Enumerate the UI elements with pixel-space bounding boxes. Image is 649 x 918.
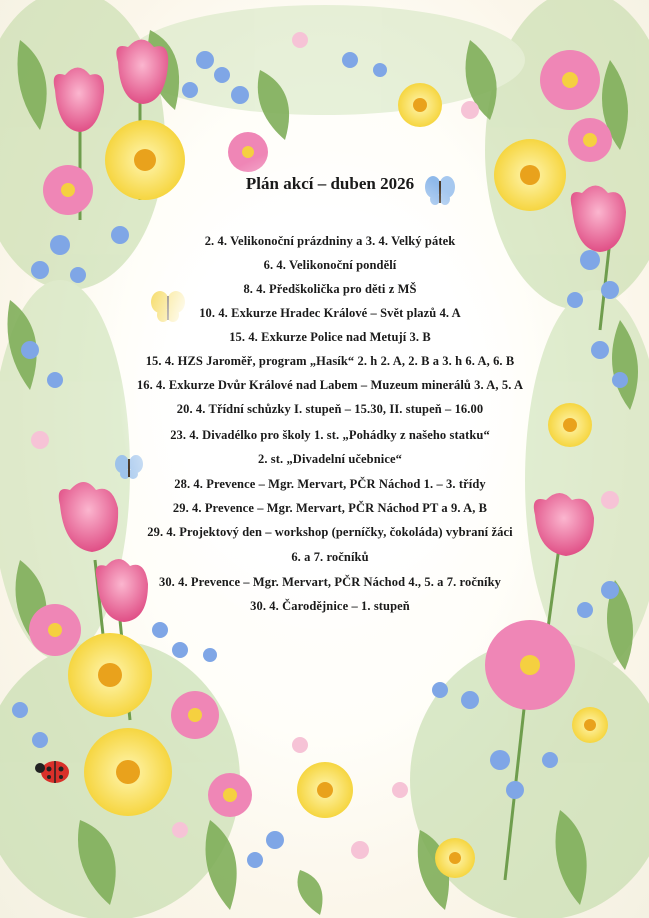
event-line: 29. 4. Projektový den – workshop (perníčky, čokoláda) vybraní žáci — [147, 525, 513, 539]
event-line: 8. 4. Předškolička pro děti z MŠ — [243, 282, 417, 296]
event-line: 10. 4. Exkurze Hradec Králové – Svět plazů 4. A — [199, 306, 461, 320]
event-line: 28. 4. Prevence – Mgr. Mervart, PČR Náchod 1. – 3. třídy — [174, 477, 486, 491]
page-title: Plán akcí – duben 2026 — [245, 174, 415, 193]
event-line: 30. 4. Prevence – Mgr. Mervart, PČR Náchod 4., 5. a 7. ročníky — [158, 575, 502, 589]
event-line: 15. 4. HZS Jaroměř, program „Hasík“ 2. h 2. A, 2. B a 3. h 6. A, 6. B — [145, 354, 515, 368]
event-line: 23. 4. Divadélko pro školy 1. st. „Pohádky z našeho statku“ — [170, 428, 490, 442]
event-line: 2. 4. Velikonoční prázdniny a 3. 4. Velký pátek — [204, 234, 456, 248]
event-line: 6. 4. Velikonoční pondělí — [263, 258, 397, 272]
event-line: 20. 4. Třídní schůzky I. stupeň – 15.30, II. stupeň – 16.00 — [176, 402, 484, 416]
event-line: 6. a 7. ročníků — [291, 550, 369, 564]
event-line: 2. st. „Divadelní učebnice“ — [257, 452, 403, 466]
event-line: 29. 4. Prevence – Mgr. Mervart, PČR Náchod PT a 9. A, B — [172, 501, 488, 515]
event-line: 30. 4. Čarodějnice – 1. stupeň — [250, 599, 410, 613]
event-line: 16. 4. Exkurze Dvůr Králové nad Labem – Muzeum minerálů 3. A, 5. A — [136, 378, 524, 392]
event-line: 15. 4. Exkurze Police nad Metují 3. B — [229, 330, 431, 344]
